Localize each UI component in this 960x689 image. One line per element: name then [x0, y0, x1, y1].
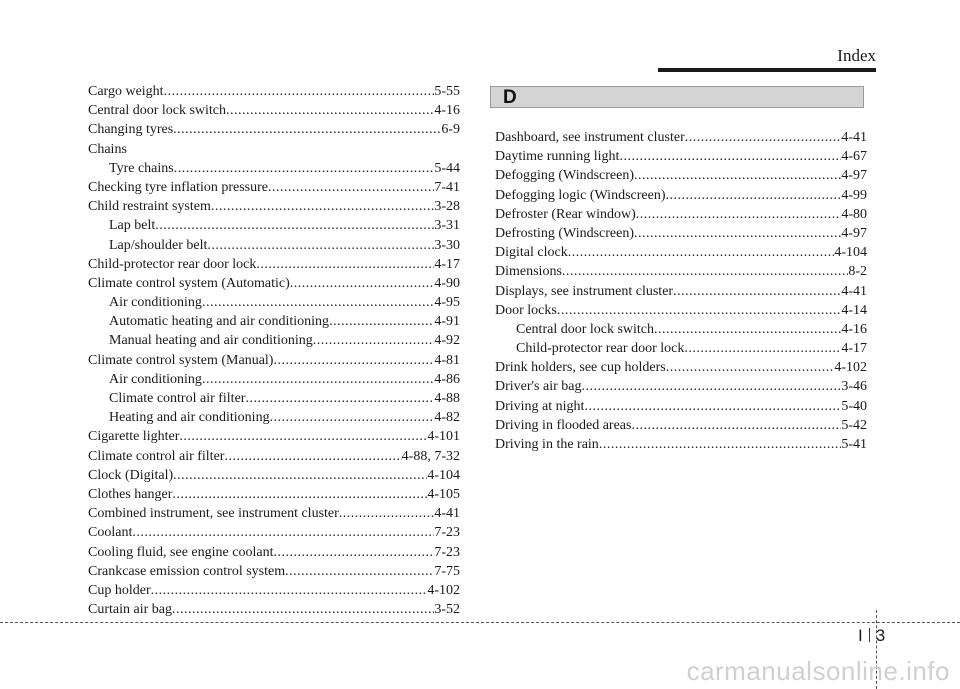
entry-page: 4-41 — [841, 130, 867, 145]
section-letter: D — [503, 87, 517, 108]
entry-page: 4-104 — [834, 245, 867, 261]
entry-label: Child-protector rear door lock — [516, 341, 685, 357]
entry-page: 7-23 — [434, 544, 460, 560]
leader-dots — [634, 224, 841, 243]
entry-page: 7-41 — [434, 179, 460, 195]
entry-label: Displays, see instrument cluster — [495, 283, 674, 299]
entry-label: Dimensions — [495, 264, 562, 280]
entry-label: Door locks — [495, 302, 557, 318]
index-entry — [88, 197, 460, 216]
entry-page: 4-101 — [427, 429, 460, 445]
section-label: I — [858, 626, 863, 645]
leader-dots — [673, 282, 841, 301]
leader-dots — [685, 128, 842, 147]
leader-dots — [666, 186, 842, 205]
entry-label: Air conditioning — [109, 371, 202, 387]
entry-label: Defogging logic (Windscreen) — [495, 187, 666, 203]
entry-label: Combined instrument, see instrument cluster — [88, 506, 339, 522]
leader-dots — [173, 466, 427, 485]
leader-dots — [179, 427, 427, 446]
entry-page: 4-16 — [841, 321, 867, 337]
leader-dots — [226, 101, 434, 120]
footer-divider — [0, 622, 960, 623]
index-entry — [495, 339, 867, 358]
index-entry — [495, 377, 867, 396]
entry-label: Daytime running light — [495, 149, 620, 165]
index-entry — [88, 101, 460, 120]
entry-label: Defroster (Rear window) — [495, 206, 636, 222]
index-entry — [88, 331, 460, 350]
index-entry — [495, 128, 867, 147]
leader-dots — [155, 216, 434, 235]
entry-label: Cargo weight — [88, 84, 164, 99]
entry-page: 3-46 — [841, 379, 867, 395]
leader-dots — [172, 485, 427, 504]
leader-dots — [211, 197, 434, 216]
index-entry — [88, 427, 460, 446]
index-entry — [88, 216, 460, 235]
leader-dots — [584, 397, 841, 416]
entry-page: 4-91 — [434, 314, 460, 330]
leader-dots — [634, 166, 841, 185]
entry-page: 4-92 — [434, 333, 460, 349]
page-title: Index — [837, 46, 876, 65]
index-entry — [495, 320, 867, 339]
index-column-right — [495, 128, 867, 454]
entry-label: Driving in flooded areas — [495, 417, 632, 433]
index-entry — [495, 397, 867, 416]
entry-page: 4-41 — [841, 283, 867, 299]
index-entry — [88, 293, 460, 312]
entry-label: Climate control air filter — [109, 391, 246, 406]
index-entry — [88, 562, 460, 581]
entry-label: Automatic heating and air conditioning — [109, 314, 330, 330]
entry-label: Defrosting (Windscreen) — [495, 225, 634, 241]
entry-page: 4-90 — [434, 275, 460, 291]
leader-dots — [568, 243, 835, 262]
index-entry — [88, 255, 460, 274]
index-entry — [495, 166, 867, 185]
entry-label: Climate control system (Automatic) — [88, 275, 290, 291]
leader-dots — [631, 416, 841, 435]
leader-dots — [202, 370, 434, 389]
index-entry — [88, 504, 460, 523]
index-entry — [495, 205, 867, 224]
entry-label: Climate control air filter — [88, 448, 225, 464]
leader-dots — [619, 147, 841, 166]
leader-dots — [339, 504, 435, 523]
entry-page: 3-28 — [434, 199, 460, 215]
index-entry — [495, 186, 867, 205]
leader-dots — [132, 523, 434, 542]
entry-label: Lap belt — [109, 218, 156, 234]
leader-dots — [174, 159, 435, 178]
entry-page: 3-31 — [434, 218, 460, 234]
entry-page: 4-14 — [841, 302, 867, 318]
index-entry — [88, 120, 460, 139]
entry-page: 4-41 — [434, 506, 460, 522]
index-entry — [88, 523, 460, 542]
entry-label: Defogging (Windscreen) — [495, 168, 634, 184]
entry-page: 4-97 — [841, 168, 867, 184]
entry-page: 4-86 — [434, 371, 460, 387]
leader-dots — [290, 274, 435, 293]
index-entry — [88, 351, 460, 370]
entry-page: 4-104 — [427, 467, 460, 483]
entry-label: Central door lock switch — [88, 103, 227, 119]
leader-dots — [173, 120, 441, 139]
leader-dots — [285, 562, 434, 581]
leader-dots — [270, 408, 435, 427]
entry-label: Drink holders, see cup holders — [495, 360, 666, 376]
entry-label: Manual heating and air conditioning — [109, 333, 313, 349]
entry-page: 5-42 — [841, 417, 867, 433]
entry-label: Cup holder — [88, 582, 151, 598]
index-entry — [495, 435, 867, 454]
index-entry — [495, 147, 867, 166]
section-header-d — [490, 86, 864, 108]
index-entry — [88, 600, 460, 619]
index-entry — [88, 370, 460, 389]
index-entry — [88, 140, 460, 159]
entry-label: Clock (Digital) — [88, 467, 174, 483]
leader-dots — [273, 351, 434, 370]
watermark: carmanualsonline.info — [686, 656, 950, 686]
leader-dots — [202, 293, 434, 312]
entry-page: 4-82 — [434, 410, 460, 426]
entry-label: Coolant — [88, 525, 133, 541]
entry-page: 5-44 — [434, 160, 460, 176]
entry-label: Tyre chains — [109, 160, 174, 176]
entry-label: Driving in the rain — [495, 437, 599, 452]
entry-label: Digital clock — [495, 245, 568, 261]
index-entry — [495, 282, 867, 301]
index-entry — [88, 312, 460, 331]
entry-label: Curtain air bag — [88, 602, 172, 618]
entry-page: 6-9 — [441, 122, 460, 138]
entry-label: Cigarette lighter — [88, 429, 180, 445]
entry-label: Crankcase emission control system — [88, 563, 286, 579]
leader-dots — [329, 312, 434, 331]
leader-dots — [245, 389, 434, 408]
entry-label: Changing tyres — [88, 122, 174, 138]
index-entry — [88, 274, 460, 293]
index-entry — [495, 301, 867, 320]
leader-dots — [557, 301, 842, 320]
entry-page: 4-88 — [434, 391, 460, 406]
entry-page: 4-102 — [834, 360, 867, 376]
entry-page: 4-99 — [841, 187, 867, 203]
entry-page: 5-40 — [841, 398, 867, 414]
entry-page: 4-97 — [841, 225, 867, 241]
entry-label: Central door lock switch — [516, 321, 655, 337]
index-column-left — [88, 82, 460, 619]
index-entry — [88, 447, 460, 466]
entry-page: 7-23 — [434, 525, 460, 541]
entry-page: 4-102 — [427, 582, 460, 598]
index-entry — [88, 408, 460, 427]
page-number — [858, 626, 885, 646]
leader-dots — [599, 435, 842, 454]
entry-page: 4-95 — [434, 295, 460, 311]
index-entry — [495, 224, 867, 243]
index-entry — [88, 466, 460, 485]
leader-dots — [273, 543, 434, 562]
index-entry — [88, 178, 460, 197]
entry-label: Climate control system (Manual) — [88, 352, 274, 368]
entry-page: 4-81 — [434, 352, 460, 368]
index-entry — [495, 262, 867, 281]
index-entry — [88, 485, 460, 504]
entry-page: 5-55 — [434, 84, 460, 99]
leader-dots — [313, 331, 435, 350]
index-entry — [88, 236, 460, 255]
entry-page: 8-2 — [848, 264, 867, 280]
index-entry — [88, 389, 460, 408]
entry-label: Child restraint system — [88, 199, 211, 215]
entry-page: 3-52 — [434, 602, 460, 618]
leader-dots — [268, 178, 434, 197]
entry-label: Cooling fluid, see engine coolant — [88, 544, 274, 560]
entry-page: 4-17 — [434, 256, 460, 272]
leader-dots — [207, 236, 434, 255]
leader-dots — [636, 205, 842, 224]
leader-dots — [256, 255, 434, 274]
entry-page: 4-80 — [841, 206, 867, 222]
page-separator — [869, 628, 870, 642]
entry-page: 4-105 — [427, 486, 460, 502]
entry-label: Lap/shoulder belt — [109, 237, 208, 253]
entry-label: Chains — [88, 141, 127, 157]
index-entry — [495, 358, 867, 377]
entry-label: Clothes hanger — [88, 486, 173, 502]
entry-page: 4-16 — [434, 103, 460, 119]
leader-dots — [562, 262, 848, 281]
entry-label: Driving at night — [495, 398, 585, 414]
entry-page: 4-88, 7-32 — [401, 448, 460, 464]
leader-dots — [582, 377, 842, 396]
entry-page: 4-67 — [841, 149, 867, 165]
entry-page: 3-30 — [434, 237, 460, 253]
index-entry — [88, 543, 460, 562]
leader-dots — [164, 82, 435, 101]
index-entry — [88, 82, 460, 101]
entry-label: Dashboard, see instrument cluster — [495, 130, 685, 145]
index-entry — [88, 581, 460, 600]
index-entry — [495, 416, 867, 435]
entry-label: Checking tyre inflation pressure — [88, 179, 269, 195]
leader-dots — [666, 358, 835, 377]
leader-dots — [224, 447, 401, 466]
leader-dots — [172, 600, 434, 619]
entry-label: Heating and air conditioning — [109, 410, 270, 426]
entry-page: 7-75 — [434, 563, 460, 579]
entry-label: Child-protector rear door lock — [88, 256, 257, 272]
leader-dots — [151, 581, 428, 600]
entry-label: Air conditioning — [109, 295, 202, 311]
leader-dots — [684, 339, 841, 358]
index-entry — [88, 159, 460, 178]
header-rule — [658, 68, 876, 72]
index-entry — [495, 243, 867, 262]
entry-page: 5-41 — [841, 437, 867, 452]
page-label: 3 — [875, 626, 886, 645]
entry-page: 4-17 — [841, 341, 867, 357]
entry-label: Driver's air bag — [495, 379, 582, 395]
leader-dots — [654, 320, 841, 339]
